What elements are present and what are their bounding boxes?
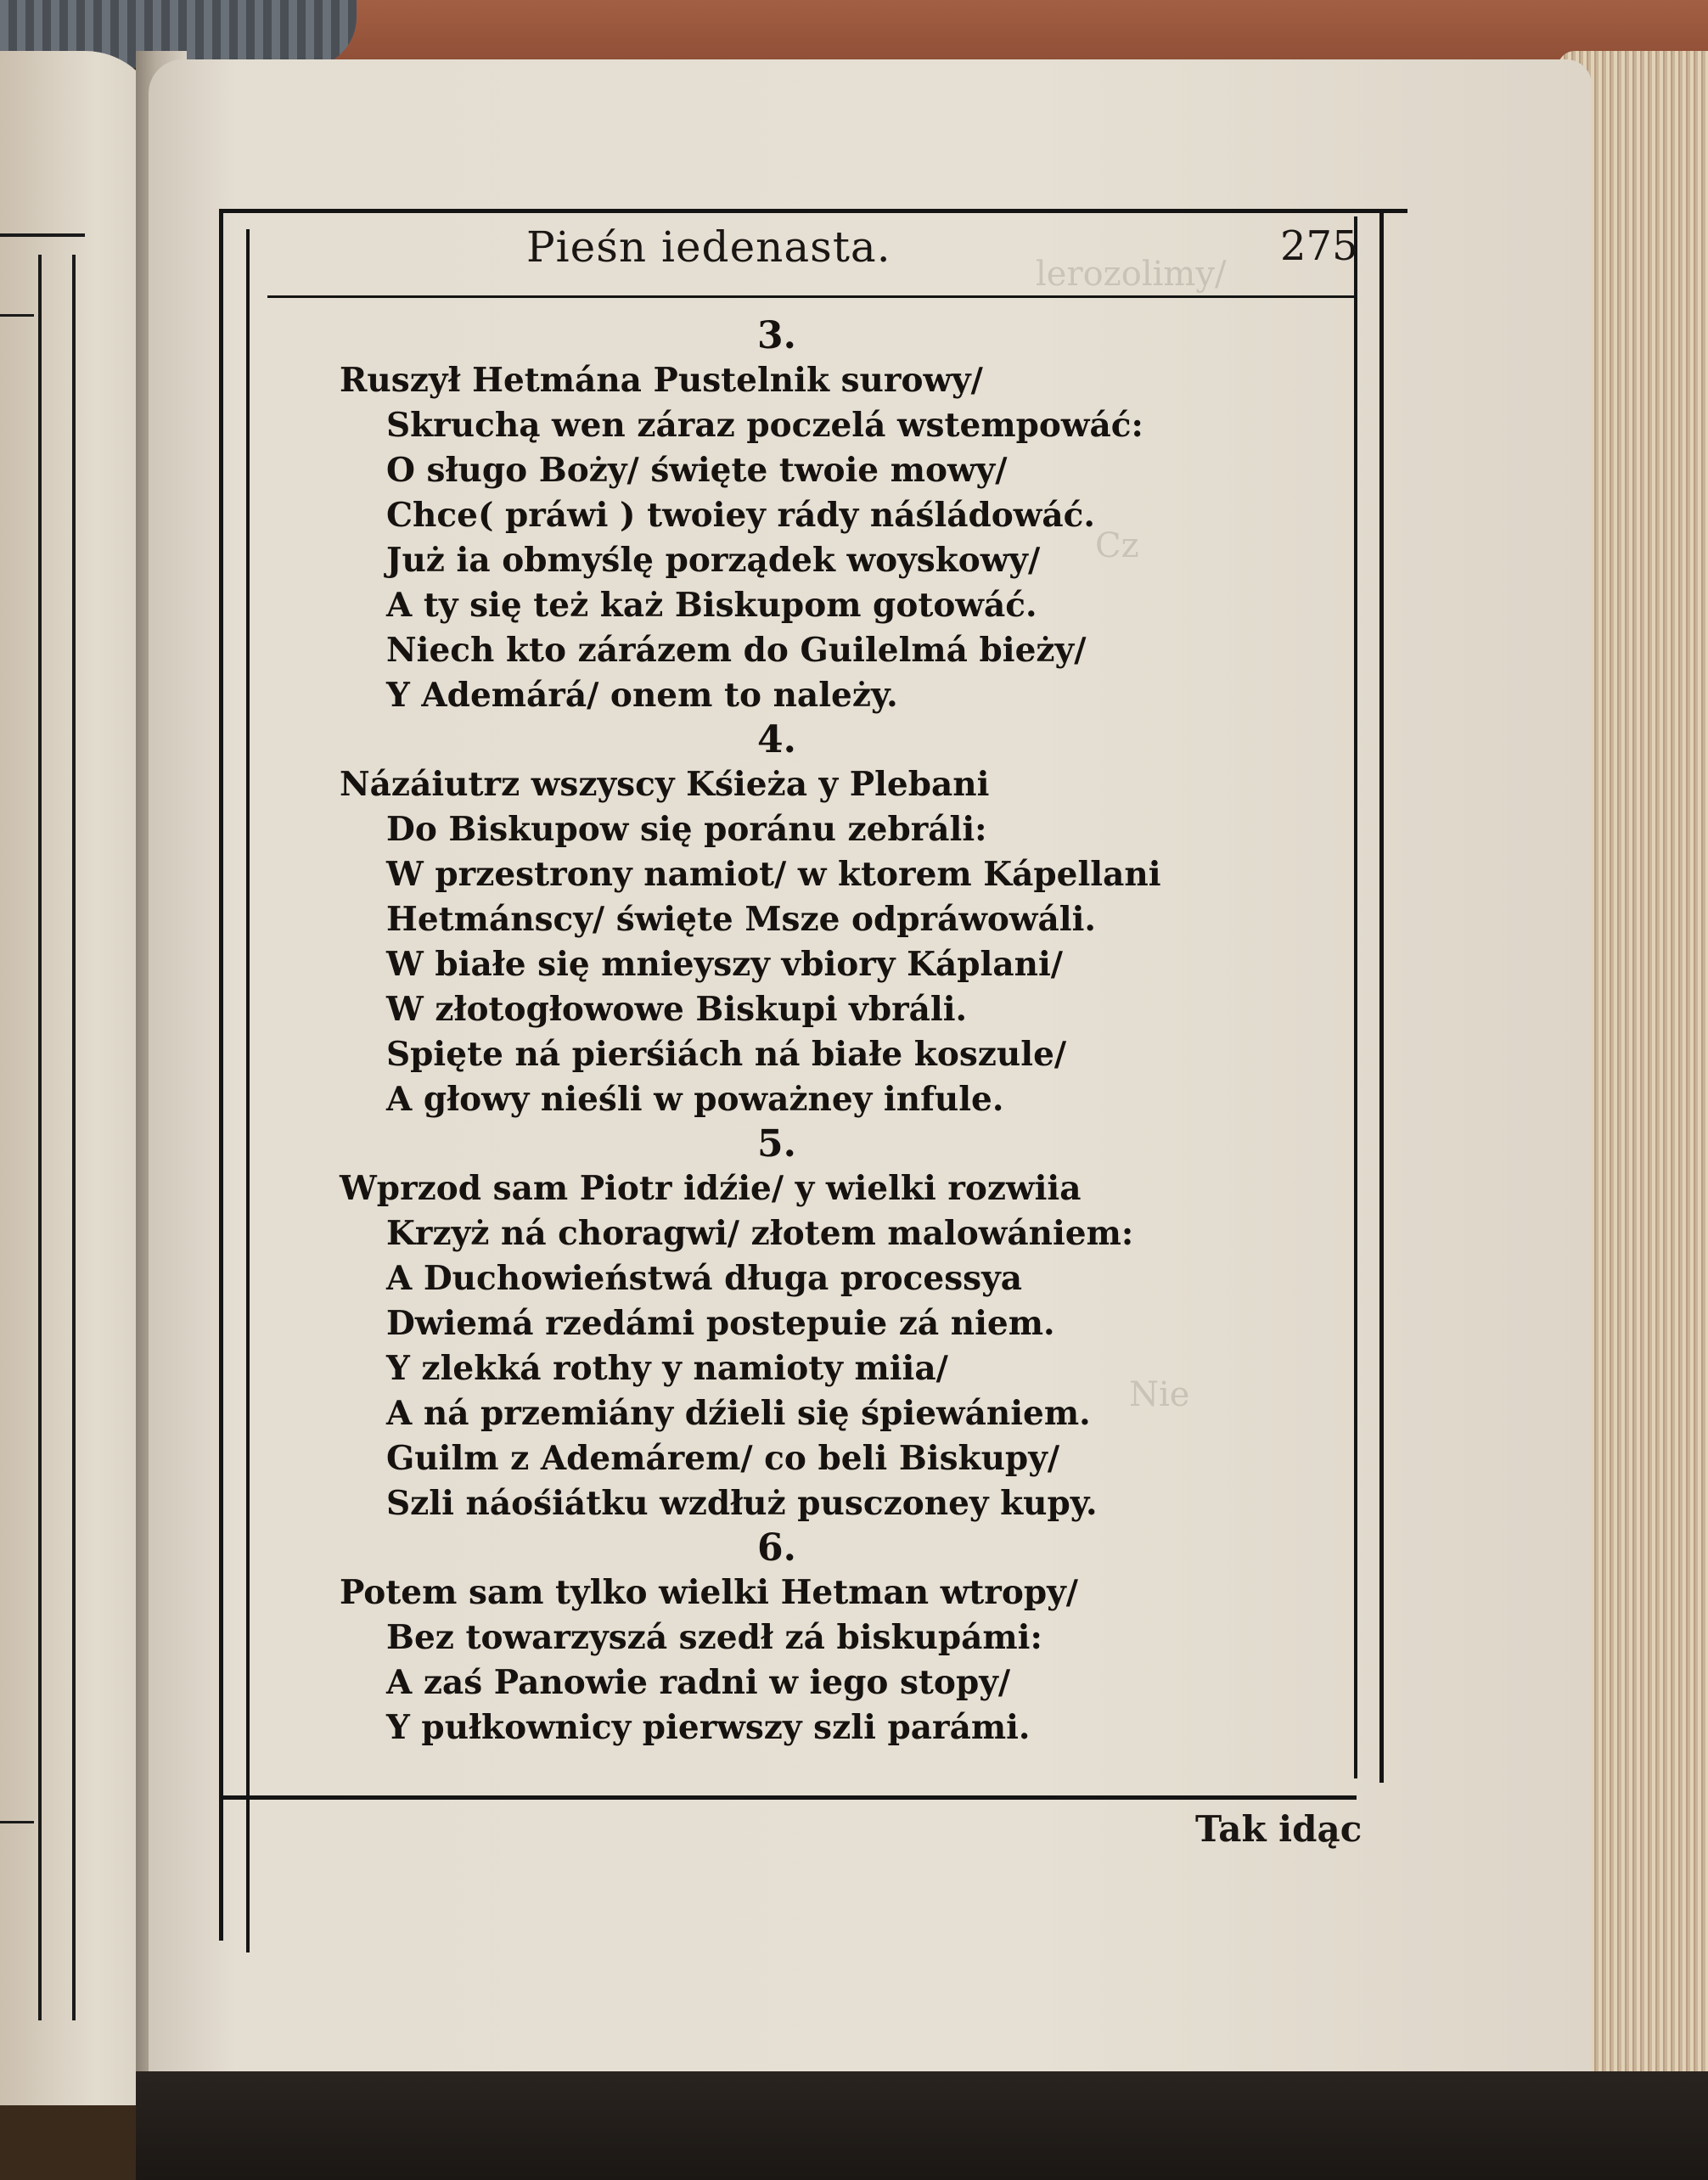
- verse-line: Názáiutrz wszyscy Kśieża y Plebani: [340, 765, 990, 804]
- stanza: [340, 1122, 1134, 1526]
- verse-line: Hetmánscy/ święte Msze odpráwowáli.: [386, 900, 1096, 939]
- verse-line: A ty się też każ Biskupom gotowáć.: [386, 586, 1037, 625]
- poem-text: [340, 314, 1161, 1750]
- stanza-number: 3.: [757, 314, 796, 357]
- page-number: 275: [1280, 222, 1358, 270]
- verse-line: Skruchą wen záraz poczelá wstempowáć:: [386, 406, 1143, 445]
- header-rule: [267, 295, 1354, 298]
- verse-line: Szli náośiátku wzdłuż pusczoney kupy.: [386, 1484, 1098, 1523]
- catchword: Tak idąc: [1195, 1808, 1362, 1850]
- frame-right-inner-rule: [1354, 216, 1357, 1778]
- verse-line: W przestrony namiot/ w ktorem Kápellani: [386, 855, 1161, 894]
- verse-line: A Duchowieństwá długa processya: [386, 1259, 1023, 1298]
- verse-line: Chce( práwi ) twoiey rády náśládowáć.: [386, 496, 1095, 535]
- show-through-text: Nie: [1129, 1375, 1190, 1414]
- frame-right-outer-rule: [1379, 212, 1384, 1783]
- verse-line: A głowy nieśli w poważney infule.: [386, 1080, 1004, 1119]
- book-bottom-edge: [136, 2071, 1708, 2180]
- left-page-rule: [0, 314, 34, 317]
- left-page-rule: [0, 233, 85, 237]
- verse-line: Ruszył Hetmána Pustelnik surowy/: [340, 361, 983, 400]
- stanza: [340, 1526, 1121, 1750]
- verse-line: A ná przemiány dźieli się śpiewániem.: [386, 1394, 1091, 1433]
- verse-line: Potem sam tylko wielki Hetman wtropy/: [340, 1573, 1079, 1612]
- verse-line: Y Ademárá/ onem to należy.: [386, 676, 898, 715]
- stanza: [340, 314, 1143, 718]
- frame-left-inner-rule: [246, 229, 250, 1952]
- verse-line: Y zlekká rothy y namioty miia/: [386, 1349, 948, 1388]
- stanza-number: 6.: [757, 1526, 796, 1570]
- left-page-rule: [0, 1821, 34, 1823]
- verse-line: Już ia obmyślę porządek woyskowy/: [386, 541, 1041, 580]
- verse-line: Y pułkownicy pierwszy szli parámi.: [386, 1708, 1031, 1747]
- left-page-rule: [72, 255, 76, 2020]
- verse-line: Bez towarzyszá szedł zá biskupámi:: [386, 1618, 1042, 1657]
- verse-line: Dwiemá rzedámi postepuie zá niem.: [386, 1304, 1055, 1343]
- verse-line: O sługo Boży/ święte twoie mowy/: [386, 451, 1008, 490]
- verse-line: Wprzod sam Piotr idźie/ y wielki rozwiia: [340, 1169, 1082, 1208]
- verse-line: Niech kto zárázem do Guilelmá bieży/: [386, 631, 1087, 670]
- stanza-number: 5.: [757, 1122, 796, 1166]
- show-through-text: Cz: [1095, 526, 1139, 565]
- left-page-rule: [38, 255, 42, 2020]
- verse-line: Krzyż ná choragwi/ złotem malowániem:: [386, 1214, 1134, 1253]
- show-through-text: lerozolimy/: [1036, 255, 1227, 294]
- verse-line: W białe się mnieyszy vbiory Káplani/: [386, 945, 1064, 984]
- verse-line: W złotogłowowe Biskupi vbráli.: [386, 990, 968, 1029]
- verse-line: Guilm z Ademárem/ co beli Biskupy/: [386, 1439, 1060, 1478]
- frame-bottom-rule: [219, 1795, 1357, 1800]
- frame-left-outer-rule: [219, 209, 223, 1941]
- stanza: [340, 718, 1161, 1122]
- verse-line: Spięte ná pierśiách ná białe koszule/: [386, 1035, 1067, 1074]
- verse-line: A zaś Panowie radni w iego stopy/: [386, 1663, 1011, 1702]
- frame-top-rule: [219, 209, 1407, 213]
- stanza-number: 4.: [757, 718, 796, 761]
- verse-line: Do Biskupow się poránu zebráli:: [386, 810, 987, 849]
- running-title: Pieśn iedenasta.: [526, 222, 891, 272]
